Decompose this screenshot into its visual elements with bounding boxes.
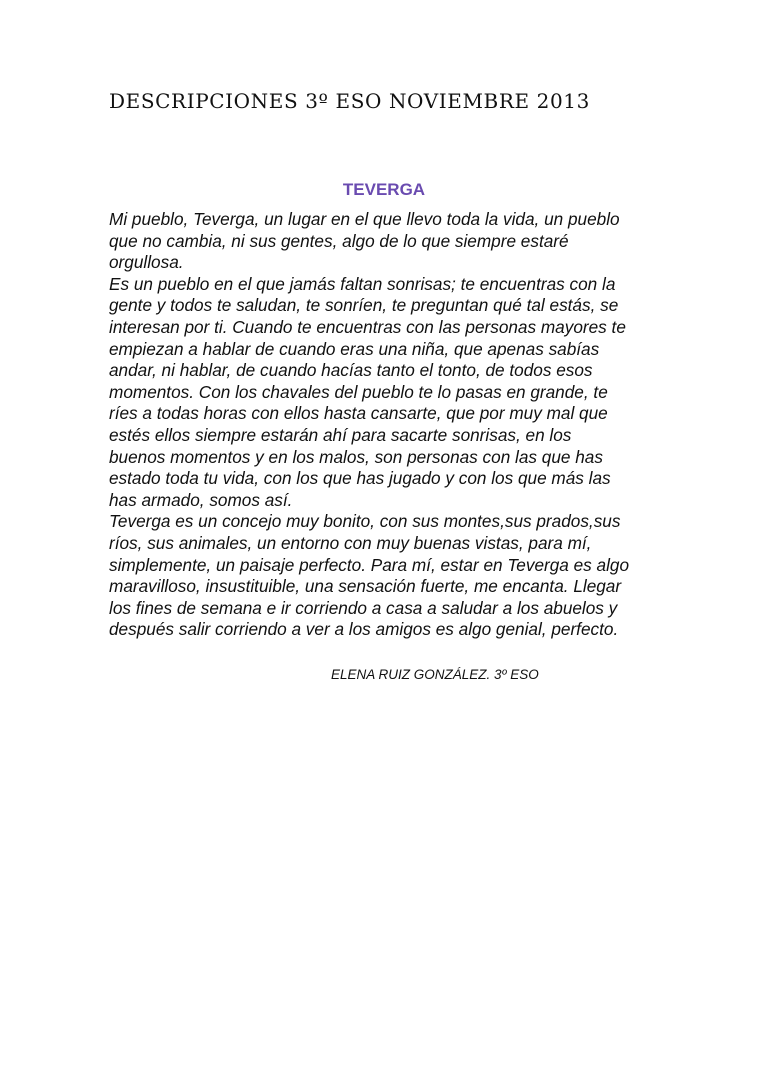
body-line: buenos momentos y en los malos, son personas con las que has — [109, 446, 603, 467]
body-line: interesan por ti. Cuando te encuentras con las personas mayores te — [109, 316, 626, 337]
body-line: Mi pueblo, Teverga, un lugar en el que llevo toda la vida, un pueblo — [109, 209, 620, 229]
story-title-text: TEVERGA — [342, 180, 426, 199]
body-line: después salir corriendo a ver a los amigos es algo genial, perfecto. — [109, 619, 619, 640]
document-heading: DESCRIPCIONES 3º ESO NOVIEMBRE 2013 — [109, 89, 590, 113]
body-line: estés ellos siempre estarán ahí para sacarte sonrisas, en los — [109, 424, 572, 445]
body-line: gente y todos te saludan, te sonríen, te preguntan qué tal estás, se — [109, 295, 619, 316]
story-body — [109, 209, 669, 641]
body-line: que no cambia, ni sus gentes, algo de lo que siempre estaré — [109, 230, 569, 251]
body-line: ríos, sus animales, un entorno con muy buenas vistas, para mí, — [109, 532, 592, 553]
body-line: empiezan a hablar de cuando eras una niña, que apenas sabías — [109, 338, 600, 359]
body-line: los fines de semana e ir corriendo a casa a saludar a los abuelos y — [109, 597, 618, 618]
body-line: orgullosa. — [109, 252, 184, 273]
body-line: andar, ni hablar, de cuando hacías tanto el tonto, de todos esos — [109, 360, 593, 381]
body-line: simplemente, un paisaje perfecto. Para mí, estar en Teverga es algo — [109, 554, 630, 575]
author-signature: ELENA RUIZ GONZÁLEZ. 3º ESO — [331, 667, 539, 682]
body-line: Es un pueblo en el que jamás faltan sonrisas; te encuentras con la — [109, 273, 616, 294]
body-line: momentos. Con los chavales del pueblo te lo pasas en grande, te — [109, 381, 608, 402]
body-line: maravilloso, insustituible, una sensación fuerte, me encanta. Llegar — [109, 576, 622, 597]
body-line: ríes a todas horas con ellos hasta cansarte, que por muy mal que — [109, 403, 608, 424]
body-line: Teverga es un concejo muy bonito, con sus montes,sus prados,sus — [109, 511, 621, 532]
body-line: estado toda tu vida, con los que has jugado y con los que más las — [109, 468, 611, 489]
story-title — [0, 180, 768, 200]
body-line: has armado, somos así. — [109, 489, 293, 510]
